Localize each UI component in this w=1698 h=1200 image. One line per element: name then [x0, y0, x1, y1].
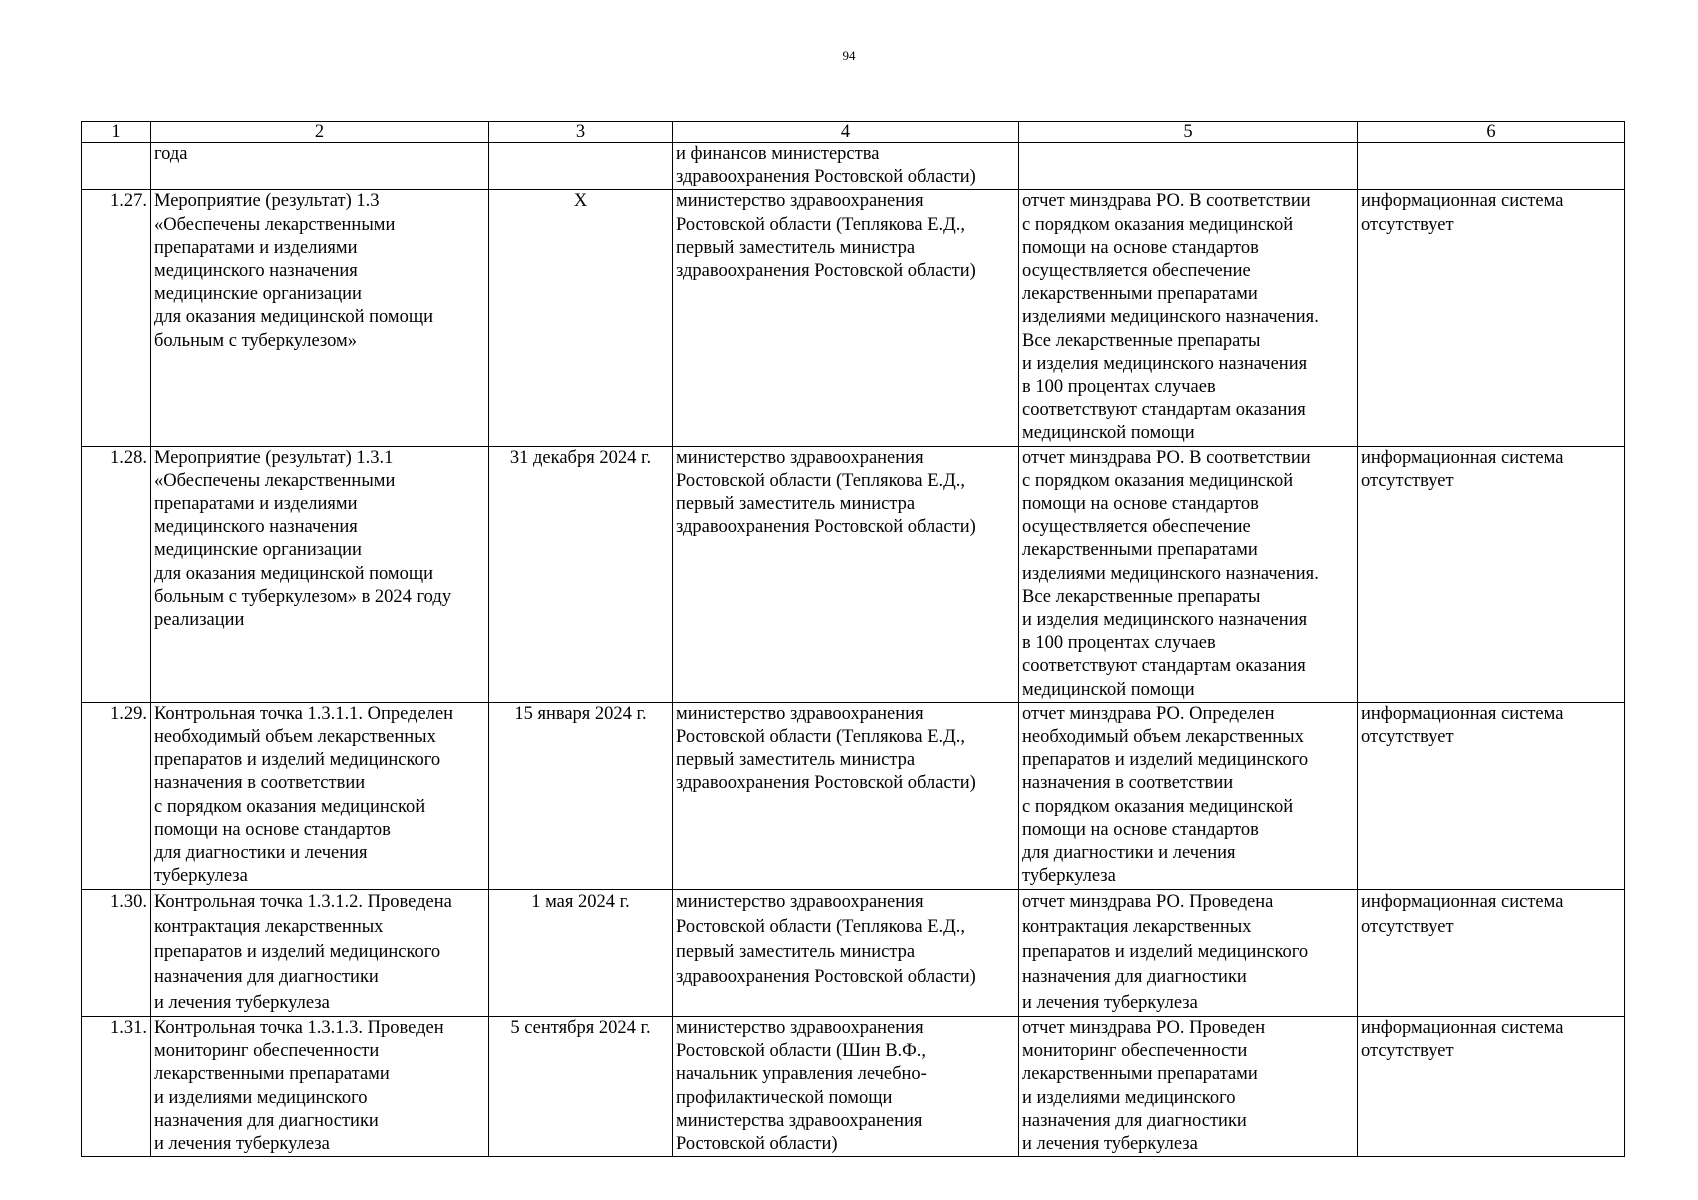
due-date-cell: 1 мая 2024 г.	[489, 889, 673, 1016]
cell-text-line: отсутствует	[1361, 214, 1454, 235]
information-system-cell	[1358, 446, 1625, 702]
activity-name-cell	[151, 1016, 489, 1156]
cell-text-line: начальник управления лечебно-	[676, 1064, 927, 1085]
result-description-cell	[1019, 446, 1358, 702]
cell-text-line: Контрольная точка 1.3.1.1. Определен	[154, 703, 454, 724]
header-cell: 3	[489, 122, 673, 143]
document-table	[81, 121, 1625, 1157]
cell-text-line: соответствуют стандартам оказания	[1022, 400, 1306, 421]
cell-text-line: первый заместитель министра	[676, 750, 916, 771]
header-cell: 2	[151, 122, 489, 143]
cell-text-line: отчет минздрава РО. Определен	[1022, 703, 1275, 724]
row-number-cell: 1.30.	[82, 889, 151, 1016]
cell-text-line: назначения в соответствии	[1022, 773, 1234, 794]
cell-text-line: Все лекарственные препараты	[1022, 586, 1261, 607]
row-number-cell: 1.29.	[82, 702, 151, 889]
cell-text-line: информационная система	[1361, 191, 1564, 212]
information-system-cell	[1358, 1016, 1625, 1156]
cell-text-line: Ростовской области (Теплякова Е.Д.,	[676, 916, 965, 937]
cell-text-line: назначения для диагностики	[154, 1110, 379, 1131]
cell-text-line: назначения для диагностики	[1022, 967, 1247, 988]
cell-text-line: и изделия медицинского назначения	[1022, 610, 1308, 631]
responsible-cell	[673, 889, 1019, 1016]
cell-text-line: министерство здравоохранения	[676, 1017, 924, 1038]
cell-text-line: и финансов министерства	[676, 144, 880, 164]
cell-text-line: с порядком оказания медицинской	[1022, 214, 1294, 235]
cell-text-line: необходимый объем лекарственных	[1022, 727, 1304, 748]
cell-text-line: медицинского назначения	[154, 261, 358, 282]
activity-name-cell	[151, 702, 489, 889]
due-date-cell	[489, 143, 673, 190]
cell-text-line: здравоохранения Ростовской области)	[676, 517, 976, 538]
cell-text-line: с порядком оказания медицинской	[1022, 796, 1294, 817]
cell-text-line: Ростовской области (Шин В.Ф.,	[676, 1041, 927, 1062]
cell-text-line: для диагностики и лечения	[1022, 843, 1236, 864]
cell-text-line: отчет минздрава РО. В соответствии	[1022, 447, 1311, 468]
table-header-row	[82, 122, 1625, 143]
cell-text-line: Контрольная точка 1.3.1.3. Проведен	[154, 1017, 444, 1038]
table-row	[82, 446, 1625, 702]
cell-text-line: Ростовской области)	[676, 1134, 838, 1154]
cell-text-line: необходимый объем лекарственных	[154, 727, 436, 748]
cell-text-line: помощи на основе стандартов	[1022, 819, 1259, 840]
cell-text-line: контрактация лекарственных	[1022, 916, 1252, 937]
cell-text-line: лекарственными препаратами	[154, 1064, 390, 1085]
cell-text-line: соответствуют стандартам оказания	[1022, 656, 1306, 677]
row-number-cell: 1.31.	[82, 1016, 151, 1156]
cell-text-line: препаратов и изделий медицинского	[1022, 942, 1309, 963]
result-description-cell	[1019, 190, 1358, 446]
cell-text-line: здравоохранения Ростовской области)	[676, 261, 976, 282]
cell-text-line: осуществляется обеспечение	[1022, 517, 1251, 538]
row-number-cell: 1.28.	[82, 446, 151, 702]
cell-text-line: медицинской помощи	[1022, 679, 1195, 700]
activity-name-cell	[151, 889, 489, 1016]
table-row	[82, 889, 1625, 1016]
cell-text-line: Ростовской области (Теплякова Е.Д.,	[676, 727, 965, 748]
cell-text-line: изделиями медицинского назначения.	[1022, 307, 1319, 328]
page-number: 94	[842, 48, 856, 63]
header-cell: 4	[673, 122, 1019, 143]
cell-text-line: «Обеспечены лекарственными	[154, 470, 396, 491]
cell-text-line: лекарственными препаратами	[1022, 1064, 1258, 1085]
cell-text-line: в 100 процентах случаев	[1022, 377, 1216, 398]
cell-text-line: первый заместитель министра	[676, 494, 916, 515]
cell-text-line: с порядком оказания медицинской	[1022, 470, 1294, 491]
cell-text-line: первый заместитель министра	[676, 942, 916, 963]
cell-text-line: туберкулеза	[1022, 866, 1116, 887]
cell-text-line: мониторинг обеспеченности	[1022, 1041, 1248, 1062]
cell-text-line: министерство здравоохранения	[676, 447, 924, 468]
information-system-cell	[1358, 190, 1625, 446]
result-description-cell	[1019, 143, 1358, 190]
responsible-cell	[673, 190, 1019, 446]
cell-text-line: с порядком оказания медицинской	[154, 796, 426, 817]
cell-text-line: и лечения туберкулеза	[1022, 992, 1198, 1013]
due-date-cell: 5 сентября 2024 г.	[489, 1016, 673, 1156]
cell-text-line: здравоохранения Ростовской области)	[676, 167, 976, 188]
cell-text-line: мониторинг обеспеченности	[154, 1041, 380, 1062]
table-row	[82, 143, 1625, 190]
cell-text-line: для оказания медицинской помощи	[154, 563, 434, 584]
cell-text-line: Ростовской области (Теплякова Е.Д.,	[676, 214, 965, 235]
responsible-cell	[673, 446, 1019, 702]
cell-text-line: туберкулеза	[154, 866, 248, 887]
cell-text-line: профилактической помощи	[676, 1087, 893, 1108]
cell-text-line: министерства здравоохранения	[676, 1110, 923, 1131]
cell-text-line: отчет минздрава РО. Проведена	[1022, 891, 1274, 912]
header-cell: 1	[82, 122, 151, 143]
cell-text-line: и лечения туберкулеза	[1022, 1134, 1198, 1154]
table-row	[82, 190, 1625, 446]
row-number-cell	[82, 143, 151, 190]
cell-text-line: реализации	[154, 610, 245, 631]
cell-text-line: года	[154, 144, 188, 164]
information-system-cell	[1358, 702, 1625, 889]
cell-text-line: и изделиями медицинского	[154, 1087, 368, 1108]
cell-text-line: Мероприятие (результат) 1.3	[154, 191, 380, 212]
cell-text-line: препаратов и изделий медицинского	[154, 750, 441, 771]
row-number-cell: 1.27.	[82, 190, 151, 446]
table-row	[82, 1016, 1625, 1156]
cell-text-line: информационная система	[1361, 1017, 1564, 1038]
cell-text-line: назначения для диагностики	[154, 967, 379, 988]
cell-text-line: министерство здравоохранения	[676, 703, 924, 724]
due-date-cell: 15 января 2024 г.	[489, 702, 673, 889]
cell-text-line: и лечения туберкулеза	[154, 1134, 330, 1154]
cell-text-line: отчет минздрава РО. Проведен	[1022, 1017, 1266, 1038]
responsible-cell	[673, 143, 1019, 190]
activity-name-cell	[151, 143, 489, 190]
information-system-cell	[1358, 143, 1625, 190]
cell-text-line: помощи на основе стандартов	[1022, 237, 1259, 258]
cell-text-line: для оказания медицинской помощи	[154, 307, 434, 328]
cell-text-line: и лечения туберкулеза	[154, 992, 330, 1013]
cell-text-line: препаратов и изделий медицинского	[154, 942, 441, 963]
cell-text-line: Мероприятие (результат) 1.3.1	[154, 447, 394, 468]
cell-text-line: назначения для диагностики	[1022, 1110, 1247, 1131]
cell-text-line: отсутствует	[1361, 1041, 1454, 1062]
cell-text-line: медицинского назначения	[154, 517, 358, 538]
activity-name-cell	[151, 446, 489, 702]
cell-text-line: министерство здравоохранения	[676, 191, 924, 212]
due-date-cell: 31 декабря 2024 г.	[489, 446, 673, 702]
activity-name-cell	[151, 190, 489, 446]
result-description-cell	[1019, 702, 1358, 889]
cell-text-line: помощи на основе стандартов	[154, 819, 391, 840]
cell-text-line: отсутствует	[1361, 727, 1454, 748]
result-description-cell	[1019, 1016, 1358, 1156]
cell-text-line: «Обеспечены лекарственными	[154, 214, 396, 235]
cell-text-line: лекарственными препаратами	[1022, 540, 1258, 561]
header-cell: 5	[1019, 122, 1358, 143]
cell-text-line: и изделия медицинского назначения	[1022, 353, 1308, 374]
result-description-cell	[1019, 889, 1358, 1016]
cell-text-line: первый заместитель министра	[676, 237, 916, 258]
due-date-cell: X	[489, 190, 673, 446]
information-system-cell	[1358, 889, 1625, 1016]
cell-text-line: медицинской помощи	[1022, 423, 1195, 444]
cell-text-line: для диагностики и лечения	[154, 843, 368, 864]
cell-text-line: препаратами и изделиями	[154, 237, 358, 258]
cell-text-line: контрактация лекарственных	[154, 916, 384, 937]
cell-text-line: информационная система	[1361, 703, 1564, 724]
cell-text-line: помощи на основе стандартов	[1022, 494, 1259, 515]
header-cell: 6	[1358, 122, 1625, 143]
cell-text-line: медицинские организации	[154, 284, 362, 305]
cell-text-line: препаратами и изделиями	[154, 494, 358, 515]
cell-text-line: министерство здравоохранения	[676, 891, 924, 912]
cell-text-line: Контрольная точка 1.3.1.2. Проведена	[154, 891, 452, 912]
cell-text-line: отсутствует	[1361, 916, 1454, 937]
responsible-cell	[673, 1016, 1019, 1156]
cell-text-line: отсутствует	[1361, 470, 1454, 491]
cell-text-line: и изделиями медицинского	[1022, 1087, 1236, 1108]
responsible-cell	[673, 702, 1019, 889]
cell-text-line: больным с туберкулезом» в 2024 году	[154, 586, 452, 607]
cell-text-line: препаратов и изделий медицинского	[1022, 750, 1309, 771]
cell-text-line: назначения в соответствии	[154, 773, 366, 794]
cell-text-line: медицинские организации	[154, 540, 362, 561]
cell-text-line: здравоохранения Ростовской области)	[676, 967, 976, 988]
cell-text-line: информационная система	[1361, 447, 1564, 468]
cell-text-line: Ростовской области (Теплякова Е.Д.,	[676, 470, 965, 491]
cell-text-line: изделиями медицинского назначения.	[1022, 563, 1319, 584]
cell-text-line: лекарственными препаратами	[1022, 284, 1258, 305]
cell-text-line: осуществляется обеспечение	[1022, 261, 1251, 282]
cell-text-line: в 100 процентах случаев	[1022, 633, 1216, 654]
cell-text-line: больным с туберкулезом»	[154, 330, 357, 351]
cell-text-line: здравоохранения Ростовской области)	[676, 773, 976, 794]
cell-text-line: отчет минздрава РО. В соответствии	[1022, 191, 1311, 212]
cell-text-line: информационная система	[1361, 891, 1564, 912]
table-row	[82, 702, 1625, 889]
cell-text-line: Все лекарственные препараты	[1022, 330, 1261, 351]
